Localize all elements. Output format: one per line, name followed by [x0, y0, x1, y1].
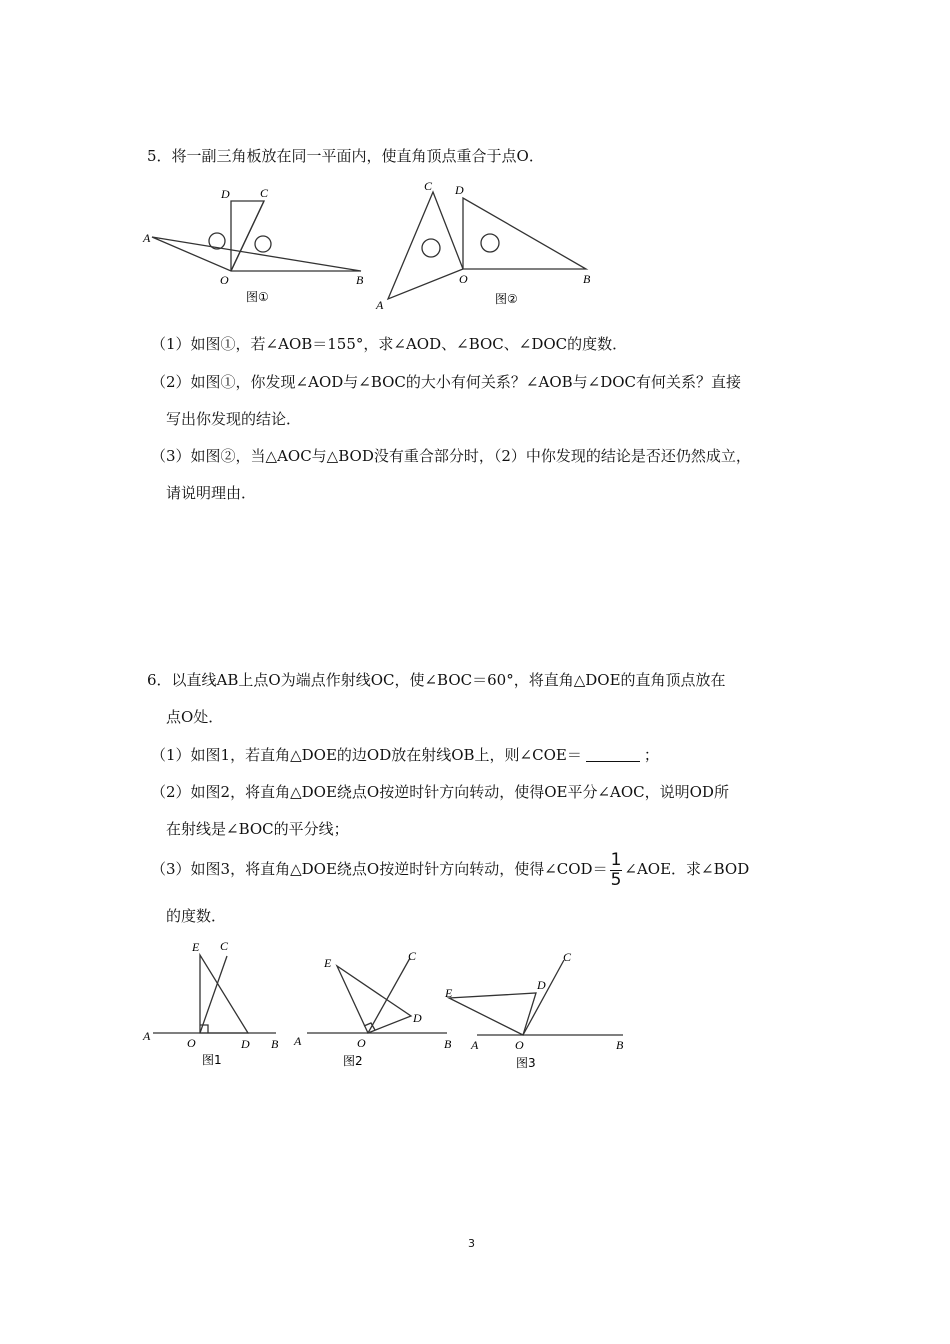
label-a: A — [143, 1029, 151, 1043]
q6-figure-2 — [290, 936, 460, 1071]
label-b: B — [271, 1037, 279, 1051]
line-oc — [231, 201, 264, 271]
q6-part-1 — [151, 745, 659, 765]
fraction-one-fifth — [610, 851, 623, 890]
label-d: D — [537, 978, 546, 992]
q5-part-3-line-2: 请说明理由． — [166, 484, 257, 502]
q6-part-3-line-1 — [151, 849, 749, 890]
q6-figure-3 — [440, 940, 630, 1075]
triangle-doe — [449, 993, 536, 1035]
ray-oc — [523, 960, 564, 1035]
label-a: A — [143, 231, 151, 245]
label-a: A — [471, 1038, 479, 1052]
q5-part-2-line-1: （2）如图①，你发现∠AOD与∠BOC的大小有何关系？∠AOB与∠DOC有何关系？直接 — [151, 373, 742, 391]
label-o: O — [220, 273, 229, 287]
figure-caption: 图2 — [343, 1054, 363, 1068]
q6-figure-1 — [140, 936, 290, 1071]
label-b: B — [356, 273, 364, 287]
circle-hole-1 — [209, 233, 225, 249]
q6-part-3-line-2: 的度数． — [166, 907, 227, 925]
fraction-denominator: 5 — [610, 869, 622, 890]
ray-oc — [200, 956, 227, 1033]
circle-hole-2 — [255, 236, 271, 252]
circle-hole-2 — [481, 234, 499, 252]
q6-part-2-line-2: 在射线是∠BOC的平分线； — [166, 820, 349, 838]
label-d: D — [221, 187, 230, 201]
label-o: O — [459, 272, 468, 286]
triangle-bod — [463, 198, 586, 269]
figure-caption: 图② — [495, 292, 518, 306]
label-o: O — [357, 1036, 366, 1050]
label-c: C — [424, 179, 433, 193]
circle-hole-1 — [422, 239, 440, 257]
q6-part-2-line-1: （2）如图2，将直角△DOE绕点O按逆时针方向转动，使得OE平分∠AOC，说明OD所 — [151, 783, 729, 801]
fraction-numerator: 1 — [610, 849, 622, 870]
label-c: C — [220, 939, 229, 953]
label-c: C — [563, 950, 572, 964]
q6-stem-line-1: 6．以直线AB上点O为端点作射线OC，使∠BOC＝60°，将直角△DOE的直角顶点放在 — [147, 671, 726, 689]
q5-part-3-line-1: （3）如图②，当△AOC与△BOD没有重合部分时，（2）中你发现的结论是否还仍然成立， — [151, 447, 751, 465]
ray-oc — [368, 958, 410, 1033]
page-number: 3 — [468, 1237, 475, 1250]
label-d: D — [455, 183, 464, 197]
triangle-aoc — [388, 192, 463, 299]
triangle-doe — [200, 955, 248, 1033]
label-b: B — [444, 1037, 452, 1051]
label-b: B — [583, 272, 591, 286]
label-d: D — [241, 1037, 250, 1051]
q6-stem-line-2: 点O处． — [166, 708, 224, 726]
q6-part-1-text: （1）如图1，若直角△DOE的边OD放在射线OB上，则∠COE＝ — [151, 746, 582, 764]
q5-part-2-line-2: 写出你发现的结论． — [166, 410, 302, 428]
label-e: E — [445, 986, 453, 1000]
label-a: A — [294, 1034, 302, 1048]
q5-figure-1 — [140, 182, 380, 307]
label-e: E — [192, 940, 200, 954]
answer-blank[interactable] — [586, 747, 640, 762]
q6-part-3-text-end: ∠AOE．求∠BOD — [624, 860, 750, 878]
label-o: O — [515, 1038, 524, 1052]
label-c: C — [260, 186, 269, 200]
q6-part-3-text: （3）如图3，将直角△DOE绕点O按逆时针方向转动，使得∠COD＝ — [151, 860, 608, 878]
label-o: O — [187, 1036, 196, 1050]
figure-caption: 图3 — [516, 1056, 536, 1070]
triangle-aob — [152, 237, 361, 271]
label-e: E — [324, 956, 332, 970]
label-b: B — [616, 1038, 624, 1052]
label-a: A — [376, 298, 384, 312]
label-d: D — [413, 1011, 422, 1025]
figure-caption: 图① — [246, 290, 269, 304]
q6-part-1-end: ； — [643, 746, 659, 764]
q5-part-1: （1）如图①，若∠AOB＝155°，求∠AOD、∠BOC、∠DOC的度数． — [151, 335, 628, 353]
q5-figure-2 — [370, 176, 600, 314]
q5-stem: 5．将一副三角板放在同一平面内，使直角顶点重合于点O． — [147, 147, 544, 165]
figure-caption: 图1 — [202, 1053, 222, 1067]
label-c: C — [408, 949, 417, 963]
